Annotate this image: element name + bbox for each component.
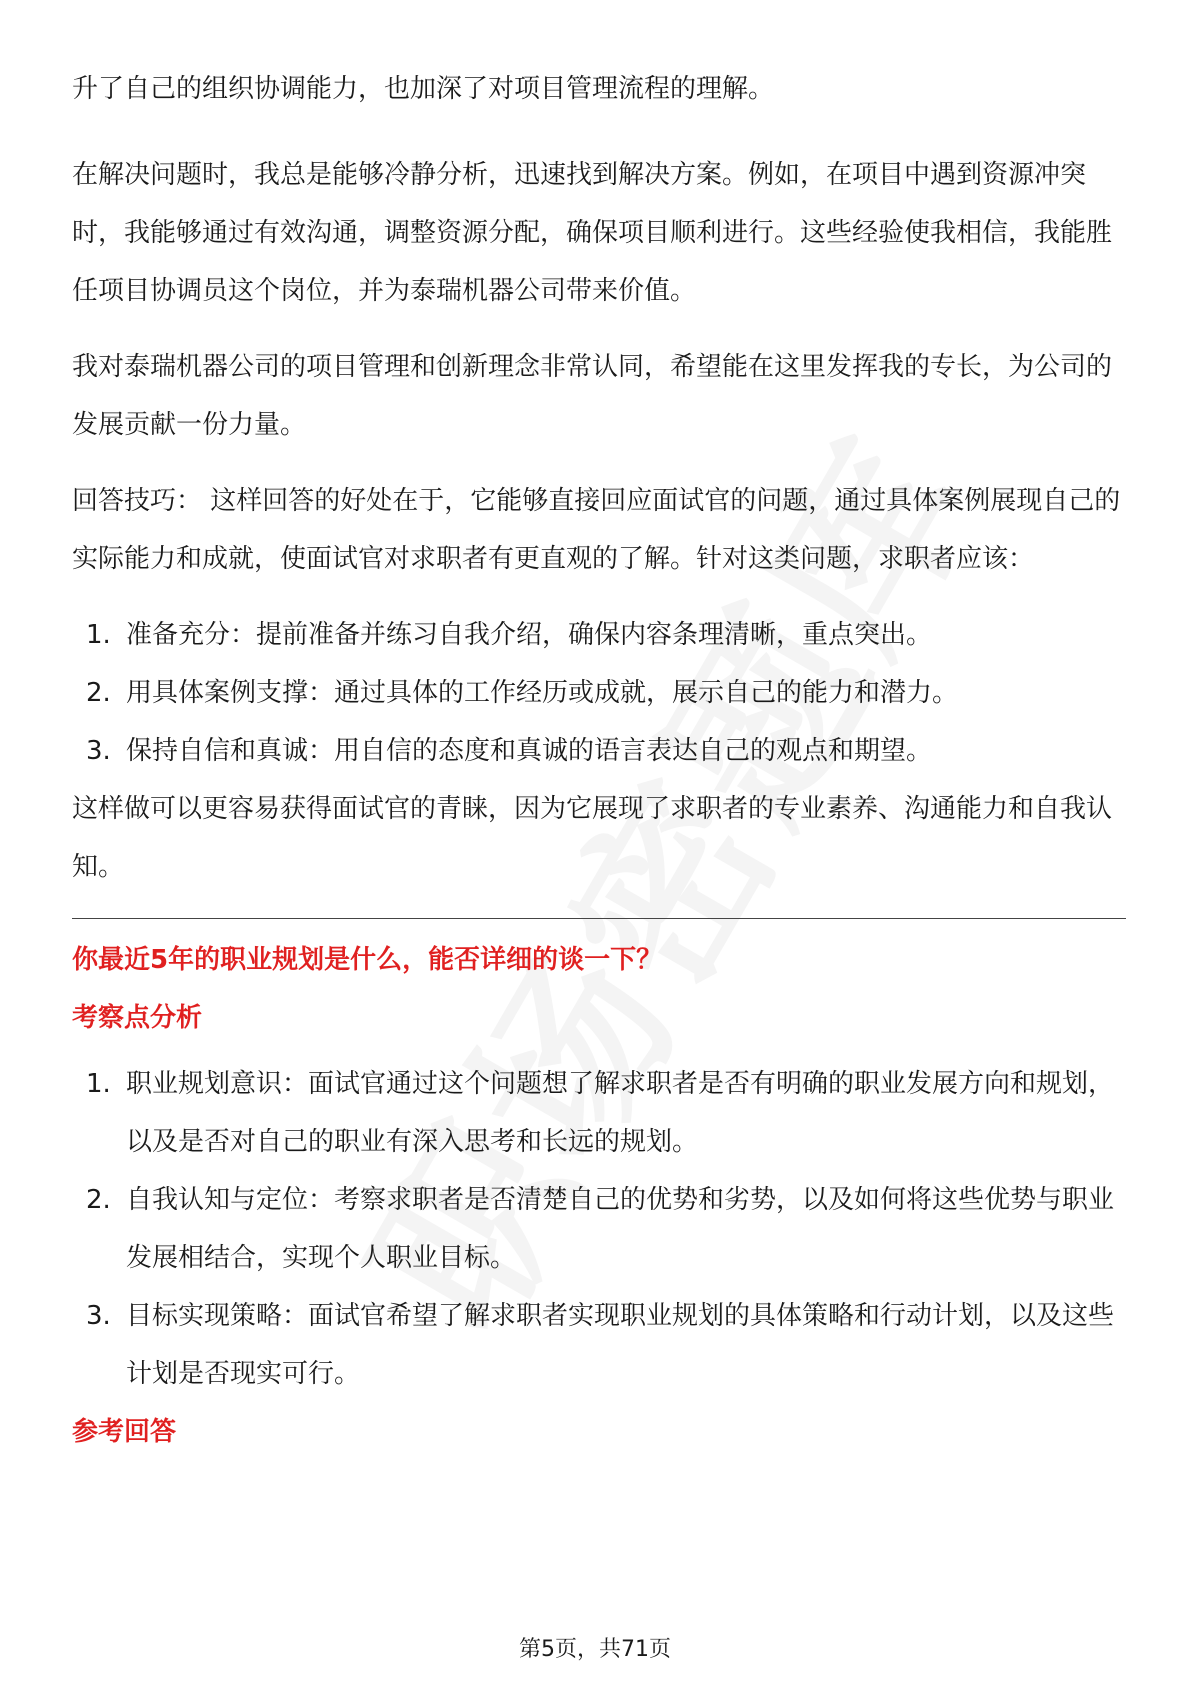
list-item (72, 1171, 1122, 1287)
section-divider (72, 918, 1126, 919)
list-item-text: 自我认知与定位：考察求职者是否清楚自己的优势和劣势，以及如何将这些优势与职业发展相结合，实现个人职业目标。 (126, 1185, 1115, 1273)
paragraph-company-fit: 我对泰瑞机器公司的项目管理和创新理念非常认同，希望能在这里发挥我的专长，为公司的发展贡献一份力量。 (72, 352, 1113, 440)
list-number: 1. (86, 620, 111, 650)
list-item-text: 用具体案例支撑：通过具体的工作经历或成就，展示自己的能力和潜力。 (126, 678, 959, 708)
page-footer: 第5页，共71页 (519, 1637, 671, 1662)
list-item-text: 保持自信和真诚：用自信的态度和真诚的语言表达自己的观点和期望。 (126, 736, 933, 766)
list-item (72, 1287, 1122, 1403)
paragraph-answer-tips: 回答技巧： 这样回答的好处在于，它能够直接回应面试官的问题，通过具体案例展现自己的实际能力和成就，使面试官对求职者有更直观的了解。针对这类问题，求职者应该： (72, 486, 1121, 574)
analysis-heading: 考察点分析 (72, 1003, 203, 1033)
list-number: 3. (86, 1301, 111, 1331)
list-number: 2. (86, 678, 111, 708)
list-number: 1. (86, 1069, 111, 1099)
tips-list (72, 606, 1122, 780)
list-item (72, 606, 1122, 664)
question-title: 你最近5年的职业规划是什么，能否详细的谈一下？ (72, 945, 663, 975)
answer-heading: 参考回答 (72, 1417, 177, 1447)
list-item-text: 职业规划意识：面试官通过这个问题想了解求职者是否有明确的职业发展方向和规划，以及是否对自己的职业有深入思考和长远的规划。 (126, 1069, 1115, 1157)
list-item-text: 准备充分：提前准备并练习自我介绍，确保内容条理清晰，重点突出。 (126, 620, 933, 650)
paragraph-problem-solving: 在解决问题时，我总是能够冷静分析，迅速找到解决方案。例如，在项目中遇到资源冲突时，我能够通过有效沟通，调整资源分配，确保项目顺利进行。这些经验使我相信，我能胜任项目协调员这个岗位，并为泰瑞机器公司带来价值。 (72, 160, 1113, 306)
paragraph-continuation: 升了自己的组织协调能力，也加深了对项目管理流程的理解。 (72, 74, 775, 104)
document-body (72, 60, 1122, 1469)
list-item-text: 目标实现策略：面试官希望了解求职者实现职业规划的具体策略和行动计划，以及这些计划是否现实可行。 (126, 1301, 1115, 1389)
analysis-list (72, 1055, 1122, 1403)
list-item (72, 664, 1122, 722)
list-item (72, 1055, 1122, 1171)
paragraph-summary: 这样做可以更容易获得面试官的青睐，因为它展现了求职者的专业素养、沟通能力和自我认知。 (72, 794, 1113, 882)
list-number: 2. (86, 1185, 111, 1215)
list-item (72, 722, 1122, 780)
list-number: 3. (86, 736, 111, 766)
